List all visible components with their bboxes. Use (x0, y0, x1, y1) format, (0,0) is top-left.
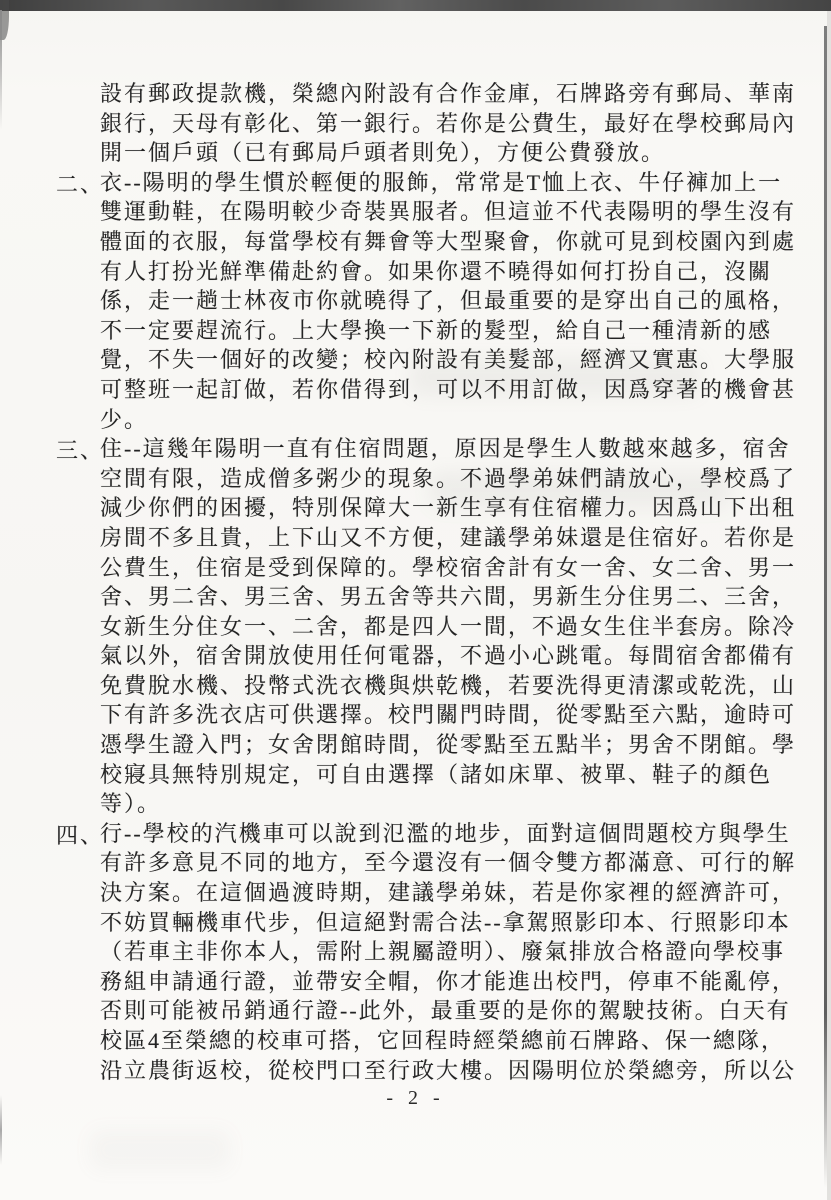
photocopy-smudge (90, 1130, 230, 1170)
section-housing (56, 434, 797, 819)
text-line: 女新生分住女一、二舍，都是四人一間，不過女生住半套房。除冷 (100, 613, 797, 639)
text-line: 不妨買輛機車代步，但這絕對需合法--拿駕照影印本、行照影印本 (100, 909, 791, 935)
text-line: 下有許多洗衣店可供選擇。校門關門時間，從零點至六點，逾時可 (100, 702, 797, 728)
scan-right-edge-artifact (824, 26, 827, 1188)
text-line: 舍、男二舍、男三舍、男五舍等共六間，男新生分住男二、三舍， (100, 584, 797, 610)
scan-right-margin (827, 11, 831, 1200)
text-line: 係，走一趟士林夜市你就曉得了，但最重要的是穿出自己的風格， (100, 288, 797, 314)
section-transport (56, 819, 797, 1085)
section-label: 二、 (56, 171, 105, 197)
text-line: 衣--陽明的學生慣於輕便的服飾，常常是T恤上衣、牛仔褲加上一 (100, 169, 783, 195)
text-line: 免費脫水機、投幣式洗衣機與烘乾機，若要洗得更清潔或乾洗，山 (100, 672, 797, 698)
text-line: 憑學生證入門；女舍閉館時間，從零點至五點半；男舍不閉館。學 (100, 732, 797, 758)
text-line: 銀行，天母有彰化、第一銀行。若你是公費生，最好在學校郵局內 (100, 110, 797, 136)
text-line: （若車主非你本人，需附上親屬證明）、廢氣排放合格證向學校事 (100, 939, 786, 965)
text-line: 務組申請通行證，並帶安全帽，你才能進出校門，停車不能亂停， (100, 968, 797, 994)
text-line: 雙運動鞋，在陽明較少奇裝異服者。但這並不代表陽明的學生沒有 (100, 199, 797, 225)
text-line: 氣以外，宿舍開放使用任何電器，不過小心跳電。每間宿舍都備有 (100, 643, 797, 669)
text-line: 校寢具無特別規定，可自由選擇（諸如床單、被單、鞋子的顏色 (100, 761, 773, 787)
text-line: 開一個戶頭（已有郵局戶頭者則免），方便公費發放。 (100, 140, 666, 166)
text-line: 房間不多且貴，上下山又不方便，建議學弟妹還是住宿好。若你是 (100, 524, 797, 550)
text-line: 少。 (100, 406, 149, 432)
text-line: 住--這幾年陽明一直有住宿問題，原因是學生人數越來越多，宿舍 (100, 436, 791, 462)
text-line: 設有郵政提款機，榮總內附設有合作金庫，石牌路旁有郵局、華南 (100, 81, 797, 106)
text-line: 決方案。在這個過渡時期，建議學弟妹，若是你家裡的經濟許可， (100, 880, 797, 906)
document-body (56, 79, 797, 1085)
section-label: 三、 (56, 438, 105, 464)
text-line: 覺，不失一個好的改變；校內附設有美髮部，經濟又實惠。大學服 (100, 347, 797, 373)
text-line: 減少你們的困擾，特別保障大一新生享有住宿權力。因爲山下出租 (100, 495, 797, 521)
para-banking-continued (56, 79, 797, 168)
text-line: 校區4至榮總的校車可搭，它回程時經榮總前石牌路、保一總隊， (100, 1028, 786, 1053)
text-line: 不一定要趕流行。上大學換一下新的髮型，給自己一種清新的感 (100, 317, 773, 343)
text-line: 否則可能被吊銷通行證--此外，最重要的是你的駕駛技術。白天有 (100, 998, 791, 1024)
text-line: 有人打扮光鮮準備赴約會。如果你還不曉得如何打扮自己，沒關 (100, 258, 773, 284)
text-line: 有許多意見不同的地方，至今還沒有一個令雙方都滿意、可行的解 (100, 850, 797, 876)
text-line: 沿立農街返校，從校門口至行政大樓。因陽明位於榮總旁，所以公 (100, 1057, 797, 1083)
text-line: 體面的衣服，每當學校有舞會等大型聚會，你就可見到校園內到處 (100, 228, 797, 254)
text-line: 公費生，住宿是受到保障的。學校宿舍計有女一舍、女二舍、男一 (100, 554, 797, 580)
text-line: 行--學校的汽機車可以說到氾濫的地步，面對這個問題校方與學生 (100, 820, 791, 846)
section-label: 四、 (56, 822, 105, 848)
text-line: 等）。 (100, 791, 162, 817)
scan-left-edge-artifact (0, 10, 2, 130)
section-clothing (56, 168, 797, 434)
scan-top-edge-artifact (0, 0, 831, 11)
page-number: - 2 - (386, 1087, 445, 1109)
text-line: 可整班一起訂做，若你借得到，可以不用訂做，因爲穿著的機會甚 (100, 376, 797, 402)
text-line: 空間有限，造成僧多粥少的現象。不過學弟妹們請放心，學校爲了 (100, 465, 797, 491)
